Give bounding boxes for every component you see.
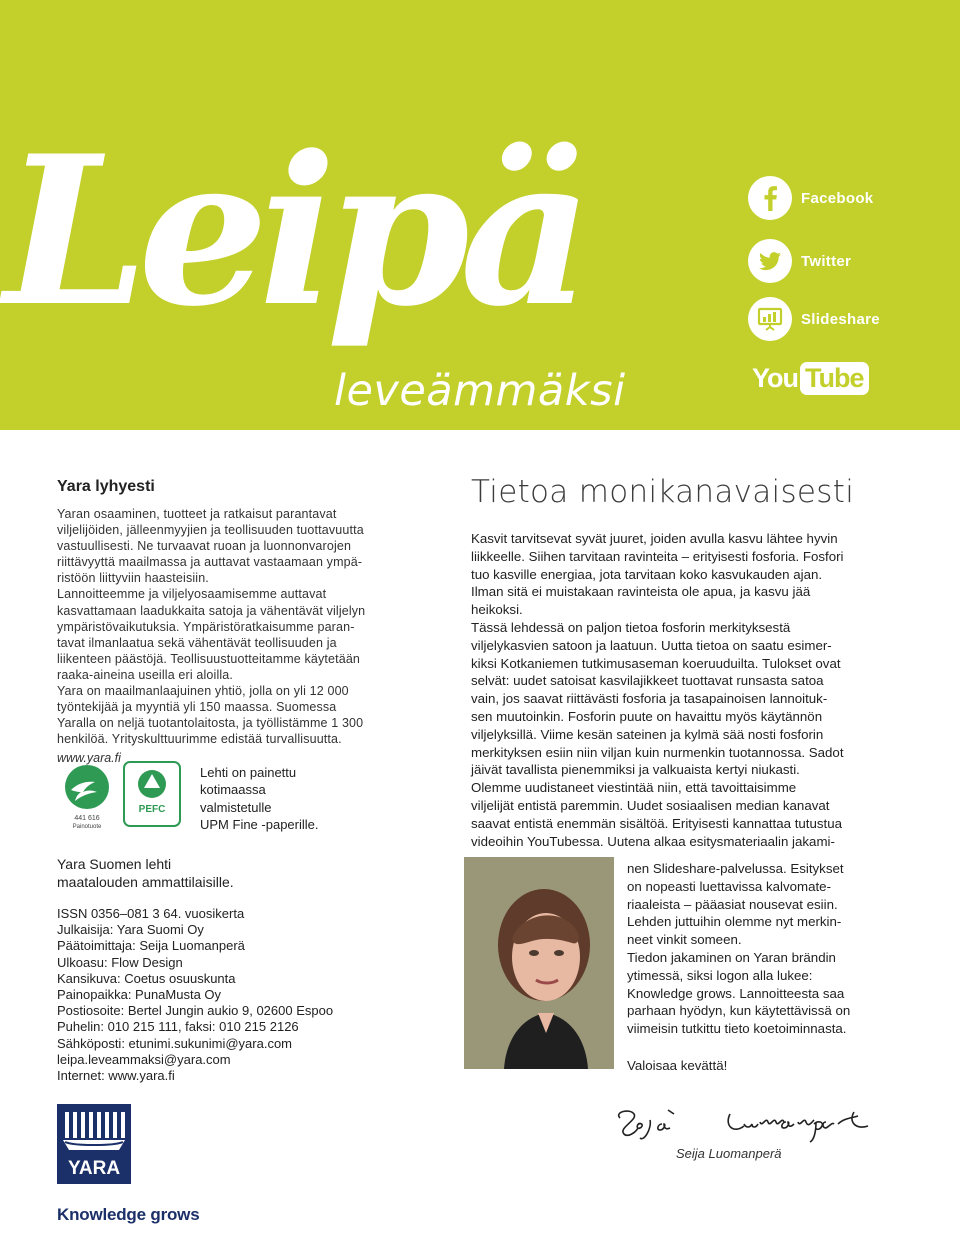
slideshare-icon	[748, 297, 792, 341]
youtube-you: You	[752, 363, 798, 393]
twitter-label: Twitter	[801, 252, 852, 270]
article-closing: Valoisaa kevättä!	[627, 1058, 728, 1073]
imprint-editor: Päätoimittaja: Seija Luomanperä	[57, 938, 245, 954]
ecolabel-number: 441 616	[74, 815, 100, 822]
yara-slogan: Knowledge grows	[57, 1205, 200, 1224]
paper-note: Lehti on painettu kotimaassa valmistetulle UPM Fine -paperille.	[200, 765, 319, 833]
facebook-link[interactable]	[748, 176, 873, 220]
about-title: Yara lyhyesti	[57, 478, 155, 495]
brand-subtitle: leveämmäksi	[334, 366, 626, 416]
article-body: Kasvit tarvitsevat syvät juuret, joiden avulla kasvu lähtee hyvin liikkeelle. Siihen tarvitaan ravinteita – erityisesti fosforia. Fosfori tuo kasville energiaa, jota tarvitaan koko kasvukauden ajan. Ilman sitä ei muistakaan ravinteista ole apua, ja kasvu jää heikoksi. Tässä lehdessä on paljon tietoa fosforin merkityksestä viljelykasvien satoon ja laatuun. Uutta tietoa on saatu esimer- kiksi Kotkaniemen tutkimusaseman koeruuduilta. Tulokset ovat selvät: uudet satoisat kasvilajikkeet tuottavat runsasta satoa vain, jos saavat riittävästi fosforia ja tasapainoisen lannoituk- sen muutoinkin. Fosforin puute on havaittu myös käytännön viljelyksillä. Viime kesän sateinen ja kylmä sää nosti fosforin merkityksen esiin niin viljan kuin nurmenkin tuotannossa. Sadot jäivät tavallista pienemmiksi ja valkuaista kertyi niukasti. Olemme uudistaneet viestintää niin, että tavoittaisimme viljelijät entistä paremmin. Uudet sosiaalisen median kanavat saavat entistä enemmän sisältöä. Erityisesti kannattaa tutustua videoihin YouTubessa. Uutena alkaa esitysmateriaalin jakami-	[471, 531, 844, 849]
imprint-list	[57, 906, 397, 1084]
about-text: Yaran osaaminen, tuotteet ja ratkaisut parantavat viljelijöiden, jälleenmyyjien ja teollisuuden tuottavuutta vastuullisesti. Ne turvaavat ruoan ja luonnonvarojen riittävyyttä maailmassa ja auttavat vastaamaan ympä- ristöön liittyviin haasteisiin. Lannoitteemme ja viljelyosaamisemme auttavat kasvattamaan laadukkaita satoja ja vähentävät viljelyn ympäristövaikutuksia. Ympäristöratkaisumme paran- tavat ilmanlaatua sekä vähentävät teollisuuden ja liikenteen päästöjä. Teollisuustuotteitamme käytetään raaka-aineina useilla eri aloilla. Yara on maailmanlaajuinen yhtiö, jolla on yli 12 000 työntekijää ja myyntiä yli 150 maassa. Suomessa Yaralla on neljä tuotantolaitosta, ja työllistämme 1 300 henkilöä. Yrityskulttuurimme edistää turvallisuutta.	[57, 507, 366, 747]
imprint-address: Postiosoite: Bertel Jungin aukio 9, 02600 Espoo	[57, 1003, 334, 1019]
signer-name: Seija Luomanperä	[676, 1146, 782, 1161]
facebook-icon	[748, 176, 792, 220]
yara-website-link[interactable]: www.yara.fi	[57, 751, 121, 766]
imprint-publisher: Julkaisija: Yara Suomi Oy	[57, 922, 204, 938]
article-title: Tietoa monikanavaisesti	[471, 474, 855, 510]
pefc-text: PEFC	[138, 804, 166, 815]
handwritten-signature	[608, 1100, 888, 1148]
article-body-continued: nen Slideshare-palvelussa. Esitykset on nopeasti luettavissa kalvomate- riaaleista – pääasiat nousevat esiin. Lehden juttuihin olemme nyt merkin- neet vinkit someen. Tiedon jakaminen on Yaran brändin ytimessä, siksi logon alla lukee: Knowledge grows. Lannoitteesta saa parhaan hyödyn, kun käytettävissä on viimeisin tutkittu tieto koetoiminnasta.	[627, 861, 851, 1037]
imprint-cover: Kansikuva: Coetus osuuskunta	[57, 970, 236, 986]
slideshare-link[interactable]	[748, 297, 880, 341]
editor-photo	[464, 857, 614, 1069]
twitter-link[interactable]	[748, 239, 851, 283]
pefc-label	[122, 760, 182, 830]
brand-title: Leipä	[4, 112, 583, 352]
imprint-phone: Puhelin: 010 215 111, faksi: 010 215 2126	[57, 1019, 299, 1035]
header-banner	[0, 0, 960, 430]
imprint-issn: ISSN 0356–081 3 64. vuosikerta	[57, 906, 245, 921]
youtube-tube: Tube	[800, 362, 869, 395]
imprint-printer: Painopaikka: PunaMusta Oy	[57, 987, 222, 1003]
imprint-layout: Ulkoasu: Flow Design	[57, 954, 183, 970]
youtube-logo[interactable]	[752, 362, 869, 395]
ecolabel-label: Painotuote	[72, 824, 102, 830]
nordic-swan-ecolabel	[57, 760, 117, 830]
about-section	[57, 478, 402, 766]
slideshare-label: Slideshare	[801, 310, 880, 328]
imprint-internet[interactable]: Internet: www.yara.fi	[57, 1068, 175, 1084]
facebook-label: Facebook	[801, 189, 874, 207]
imprint-email[interactable]: Sähköposti: etunimi.sukunimi@yara.com	[57, 1035, 293, 1051]
yara-logo-text: YARA	[67, 1158, 121, 1179]
magazine-note: Yara Suomen lehti maatalouden ammattilaisille.	[57, 856, 234, 890]
twitter-icon	[748, 239, 792, 283]
imprint-magazine-email[interactable]: leipa.leveammaksi@yara.com	[57, 1051, 231, 1067]
